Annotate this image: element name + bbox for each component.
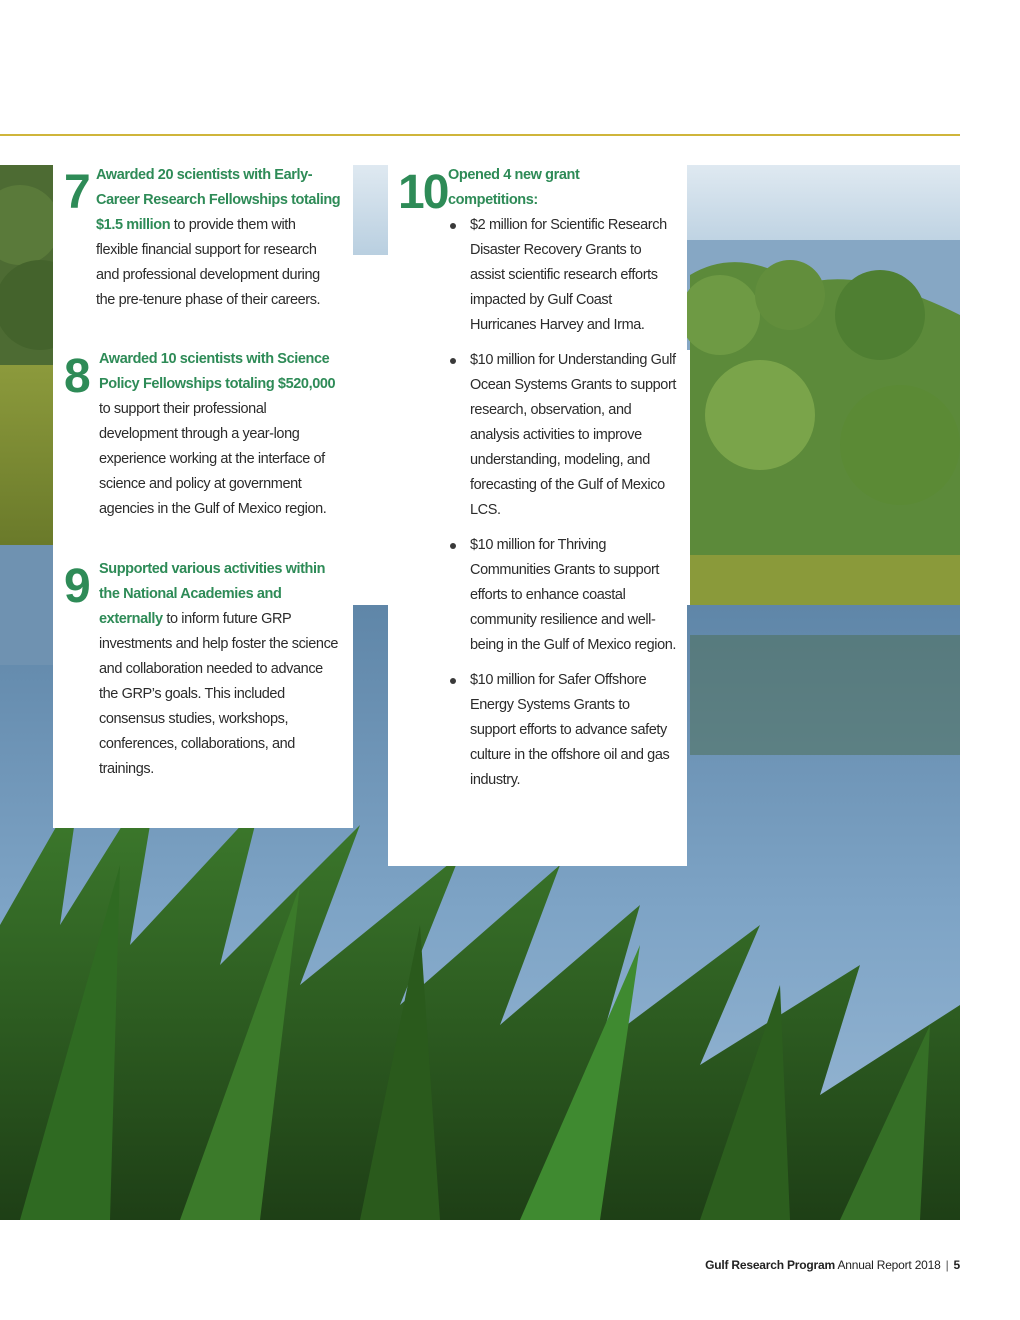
- item-description: to inform future GRP investments and help foster the science and collaboration needed to advance the GRP’s goals. This included consensus studies, workshops, conferences, collaborations, and trainings.: [99, 611, 339, 777]
- item-description: to support their professional development through a year-long experience working at the interface of science and policy at government agencies in the Gulf of Mexico region.: [99, 401, 327, 517]
- footer-separator: |: [945, 1258, 949, 1272]
- header-rule: [0, 134, 960, 136]
- grant-competitions-list: [448, 213, 678, 803]
- footer-program: Gulf Research Program: [705, 1258, 835, 1272]
- achievements-card-left: [53, 155, 353, 828]
- achievement-8: [61, 347, 346, 522]
- list-item: $10 million for Thriving Communities Grants to support efforts to enhance coastal community resilience and well-being in the Gulf of Mexico region.: [448, 533, 678, 658]
- item-text: [99, 557, 341, 782]
- achievement-9: [61, 557, 346, 782]
- item-number: 8: [64, 350, 89, 403]
- item-highlight: Awarded 20 scientists with Early-Career Research Fellowships totaling $1.5 million: [96, 167, 341, 233]
- achievements-card-right: [388, 155, 687, 866]
- item-description: to provide them with flexible financial support for research and professional development during the pre-tenure phase of their careers.: [96, 217, 321, 308]
- item-text: [99, 347, 341, 522]
- item-number: 7: [64, 166, 89, 219]
- item-text: [96, 163, 341, 313]
- list-item: $2 million for Scientific Research Disaster Recovery Grants to assist scientific research efforts impacted by Gulf Coast Hurricanes Harvey and Irma.: [448, 213, 678, 338]
- list-item: $10 million for Safer Offshore Energy Systems Grants to support efforts to advance safety culture in the offshore oil and gas industry.: [448, 668, 678, 793]
- item-highlight: Supported various activities within the National Academies and externally: [99, 561, 326, 627]
- item-number: 9: [64, 560, 89, 613]
- footer-report: Annual Report 2018: [837, 1258, 941, 1272]
- achievement-10: [396, 163, 681, 853]
- page-number: 5: [953, 1258, 960, 1272]
- item-highlight: Opened 4 new grant competitions:: [448, 167, 580, 208]
- list-item: $10 million for Understanding Gulf Ocean Systems Grants to support research, observation, and analysis activities to improve understanding, modeling, and forecasting of the Gulf of Mexico LCS.: [448, 348, 678, 523]
- page-footer: [705, 1258, 960, 1272]
- achievement-7: [61, 163, 346, 323]
- item-number: 10: [398, 166, 448, 219]
- item-highlight: Awarded 10 scientists with Science Policy Fellowships totaling $520,000: [99, 351, 336, 392]
